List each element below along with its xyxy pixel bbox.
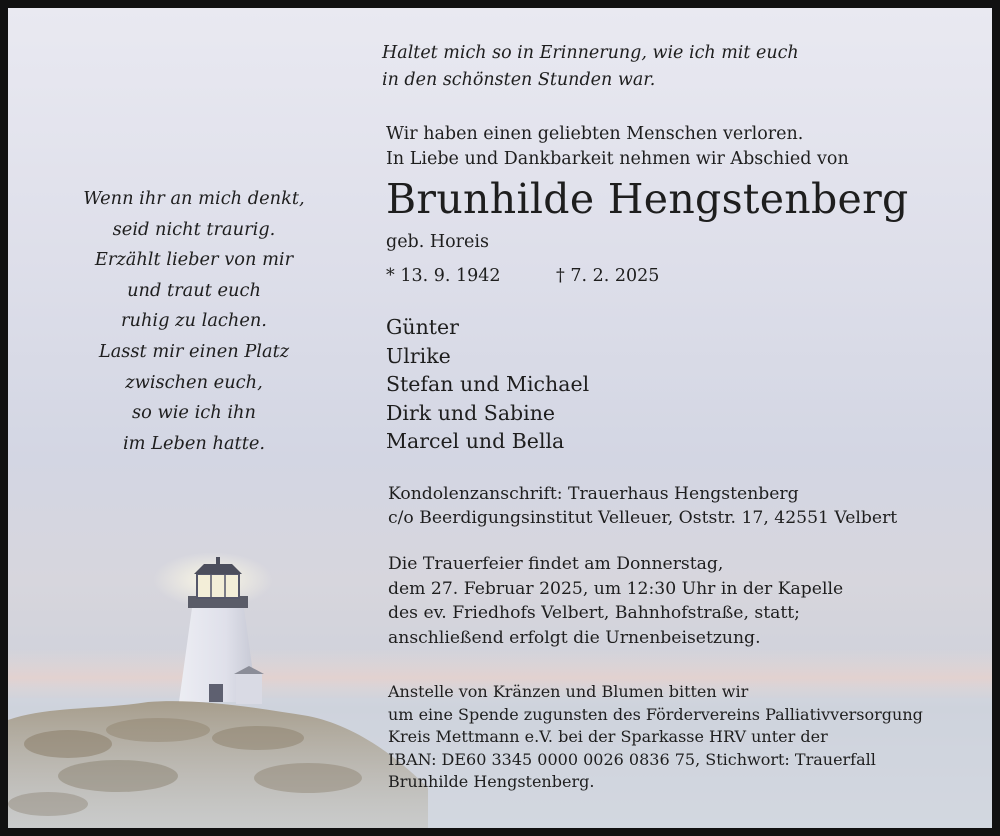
ceremony-line: dem 27. Februar 2025, um 12:30 Uhr in der Kapelle (388, 578, 844, 599)
address-line: Kondolenzanschrift: Trauerhaus Hengstenberg (388, 484, 799, 504)
family-member: Ulrike (386, 343, 451, 368)
donation-line: um eine Spende zugunsten des Fördervereins Palliativversorgung (388, 704, 923, 724)
motto-line: Haltet mich so in Erinnerung, wie ich mit euch (382, 43, 799, 63)
poem-line: Erzählt lieber von mir (94, 249, 294, 271)
donation-line: Brunhilde Hengstenberg. (388, 772, 595, 792)
poem-line: und traut euch (127, 279, 261, 301)
family-member: Dirk und Sabine (386, 400, 556, 425)
donation-info (388, 681, 923, 794)
poem-line: so wie ich ihn (132, 402, 256, 424)
death-date: † 7. 2. 2025 (556, 266, 660, 286)
poem-line: zwischen euch, (125, 371, 263, 393)
poem-line: seid nicht traurig. (112, 218, 276, 240)
family-member: Günter (386, 315, 459, 339)
donation-line: Anstelle von Kränzen und Blumen bitten wir (388, 682, 749, 701)
address-line: c/o Beerdigungsinstitut Velleuer, Oststr. 17, 42551 Velbert (388, 508, 898, 528)
donation-line: IBAN: DE60 3345 0000 0026 0836 75, Stichwort: Trauerfall (388, 749, 876, 769)
motto-quote (382, 40, 799, 94)
poem-line: ruhig zu lachen. (121, 310, 267, 332)
condolence-address (388, 482, 897, 530)
poem-line: im Leben hatte. (122, 432, 266, 454)
deceased-name: Brunhilde Hengstenberg (386, 175, 909, 223)
maiden-name: geb. Horeis (386, 232, 489, 252)
motto-line: in den schönsten Stunden war. (382, 70, 656, 90)
intro-text (386, 122, 849, 172)
poem-line: Lasst mir einen Platz (98, 340, 290, 362)
ceremony-line: Die Trauerfeier findet am Donnerstag, (388, 554, 724, 574)
memorial-poem (8, 184, 380, 459)
ceremony-info (388, 552, 843, 650)
intro-line: Wir haben einen geliebten Menschen verloren. (386, 124, 804, 144)
intro-line: In Liebe und Dankbarkeit nehmen wir Abschied von (386, 149, 849, 169)
donation-line: Kreis Mettmann e.V. bei der Sparkasse HRV unter der (388, 727, 828, 747)
family-member: Marcel und Bella (386, 429, 565, 453)
poem-line: Wenn ihr an mich denkt, (83, 188, 305, 209)
family-member: Stefan und Michael (386, 372, 590, 396)
ceremony-line: des ev. Friedhofs Velbert, Bahnhofstraße, statt; (388, 603, 800, 623)
family-list (386, 313, 589, 456)
birth-date: * 13. 9. 1942 (386, 266, 501, 286)
ceremony-line: anschließend erfolgt die Urnenbeisetzung. (388, 627, 761, 648)
